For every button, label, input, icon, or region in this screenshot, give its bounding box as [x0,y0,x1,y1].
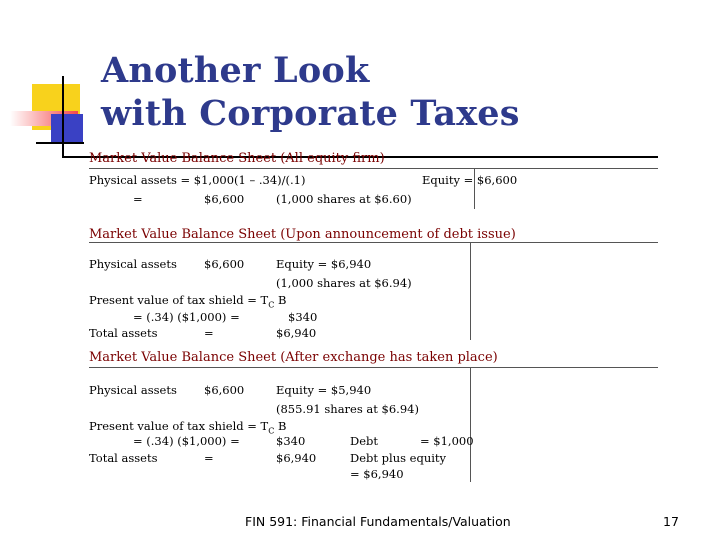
section3-debt-plus-equity: Debt plus equity [350,451,447,465]
section1-equals: = [133,192,143,206]
section2-calc-value: $340 [288,310,318,324]
section3-total-equals: = [204,451,214,465]
section3-equity: Equity = $5,940 [276,383,372,397]
section3-calc-value: $340 [276,434,306,448]
section1-physical-assets-formula: Physical assets = $1,000(1 – .34)/(.1) [89,173,306,187]
section2-rule [89,242,658,243]
section2-divider [470,242,471,340]
logo-horizontal-line [36,142,84,144]
section3-divider [470,367,471,482]
section2-physical-label: Physical assets [89,257,177,271]
section2-equity: Equity = $6,940 [276,257,372,271]
section2-shares: (1,000 shares at $6.94) [276,276,412,290]
slide-title-line-2: with Corporate Taxes [101,93,520,134]
section3-rule [89,367,658,368]
section3-total-label: Total assets [89,451,158,465]
section2-total-label: Total assets [89,326,158,340]
section1-physical-value: $6,600 [204,192,245,206]
section3-tax-shield: Present value of tax shield = $T_C$ B [89,419,287,436]
slide-title-line-1: Another Look [101,50,370,91]
section2-calc: = (.34) ($1,000) = [133,310,240,324]
section1-heading: Market Value Balance Sheet (All equity firm) [89,151,385,166]
section3-debt-plus-equity-value: = $6,940 [350,467,404,481]
section3-debt-value: = $1,000 [420,434,474,448]
page-number: 17 [663,514,679,529]
section1-equity: Equity = $6,600 [422,173,518,187]
section1-rule [89,168,658,169]
section3-calc: = (.34) ($1,000) = [133,434,240,448]
section3-total-value: $6,940 [276,451,317,465]
section3-physical-value: $6,600 [204,383,245,397]
section2-total-value: $6,940 [276,326,317,340]
section3-physical-label: Physical assets [89,383,177,397]
logo-vertical-line [62,76,64,158]
section2-tax-shield: Present value of tax shield = $T_C$ B [89,293,287,310]
section3-shares: (855.91 shares at $6.94) [276,402,419,416]
section2-total-equals: = [204,326,214,340]
footer-course-title: FIN 591: Financial Fundamentals/Valuation [245,514,511,529]
section2-physical-value: $6,600 [204,257,245,271]
section3-debt-label: Debt [350,434,379,448]
section1-shares-note: (1,000 shares at $6.60) [276,192,412,206]
section3-heading: Market Value Balance Sheet (After exchange has taken place) [89,350,498,365]
section2-heading: Market Value Balance Sheet (Upon announcement of debt issue) [89,227,516,242]
logo-blue-square [51,114,83,142]
